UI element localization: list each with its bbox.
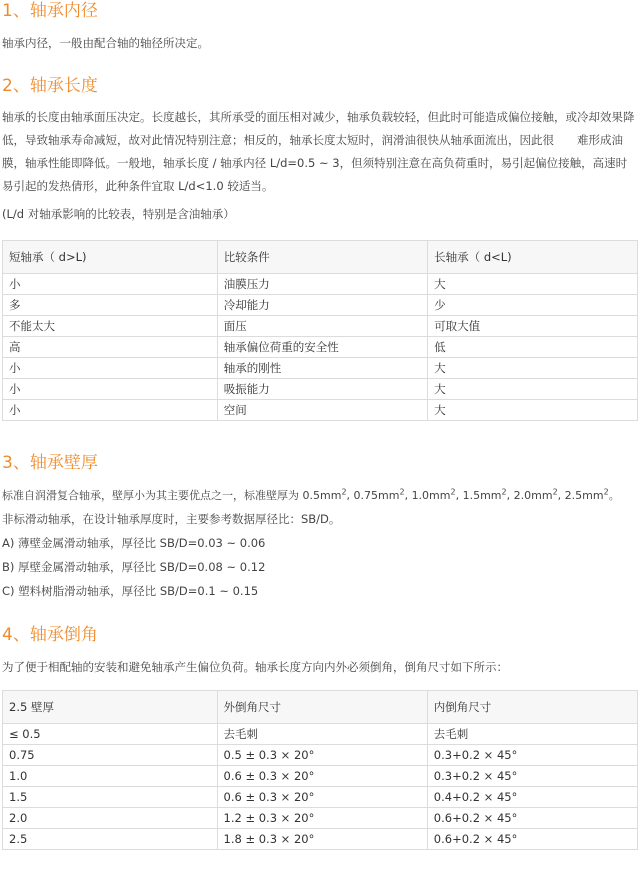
table-cell: 轴承的刚性	[217, 358, 427, 379]
table-cell: 小	[3, 274, 218, 295]
table-cell: 多	[3, 295, 218, 316]
table-cell: 0.6+0.2 × 45°	[427, 829, 637, 850]
table-cell: 少	[428, 295, 638, 316]
table-cell: 高	[3, 337, 218, 358]
table-cell: 大	[428, 358, 638, 379]
table-cell: 去毛刺	[217, 724, 427, 745]
thickness-value: $2.5mm^2$	[564, 487, 609, 502]
table-cell: 0.75	[3, 745, 218, 766]
thickness-value: $1.0mm^2$	[411, 487, 456, 502]
section-3-line-3: A) 薄壁金属滑动轴承，厚径比 SB/D=0.03 ~ 0.06	[2, 536, 266, 550]
section-2-title: 2、轴承长度	[2, 76, 98, 96]
line-1-prefix: 标准自润滑复合轴承，壁厚小为其主要优点之一，标准壁厚为	[2, 489, 303, 502]
line-1-suffix: 。	[608, 489, 620, 502]
table-cell: 小	[3, 358, 218, 379]
section-4-text: 为了便于相配轴的安装和避免轴承产生偏位负荷。轴承长度方向内外必须倒角，倒角尺寸如下所示：	[2, 660, 508, 674]
ld-table-header-cell: 长轴承（ d<L)	[428, 241, 638, 274]
table-cell: 0.3+0.2 × 45°	[427, 745, 637, 766]
table-row	[3, 787, 638, 808]
table-cell: 0.6 ± 0.3 × 20°	[217, 766, 427, 787]
table-cell: 大	[428, 379, 638, 400]
table-cell: 1.5	[3, 787, 218, 808]
table-cell: 小	[3, 379, 218, 400]
table-row	[3, 829, 638, 850]
section-3-line-2: 非标滑动轴承，在设计轴承厚度时，主要参考数据厚径比：SB/D。	[2, 512, 341, 526]
table-cell: 0.5 ± 0.3 × 20°	[217, 745, 427, 766]
table-row	[3, 724, 638, 745]
table-cell: 轴承偏位荷重的安全性	[217, 337, 427, 358]
table-cell: 0.3+0.2 × 45°	[427, 766, 637, 787]
thickness-value: $0.75mm^2$	[353, 487, 405, 502]
chamfer-table-header-cell: 2.5 壁厚	[3, 691, 218, 724]
table-row	[3, 379, 638, 400]
table-cell: 大	[428, 400, 638, 421]
thickness-value: $2.0mm^2$	[513, 487, 558, 502]
chamfer-table	[2, 690, 638, 850]
table-cell: ≤ 0.5	[3, 724, 218, 745]
table-cell: 小	[3, 400, 218, 421]
section-1-text: 轴承内径，一般由配合轴的轴径所决定。	[2, 36, 209, 50]
table-cell: 0.6 ± 0.3 × 20°	[217, 787, 427, 808]
section-3-line-4: B) 厚壁金属滑动轴承，厚径比 SB/D=0.08 ~ 0.12	[2, 560, 266, 574]
ld-comparison-table	[2, 240, 638, 421]
table-row	[3, 808, 638, 829]
thickness-values: $0.5mm^2$, $0.75mm^2$, $1.0mm^2$, $1.5mm^2$, $2.0mm^2$, $2.5mm^2$	[302, 487, 609, 502]
table-cell: 吸振能力	[217, 379, 427, 400]
table-row	[3, 400, 638, 421]
table-cell: 低	[428, 337, 638, 358]
ld-table-header-cell: 短轴承（ d>L)	[3, 241, 218, 274]
table-cell: 1.8 ± 0.3 × 20°	[217, 829, 427, 850]
table-row	[3, 274, 638, 295]
table-cell: 可取大值	[428, 316, 638, 337]
section-3-line-1	[2, 484, 638, 507]
table-cell: 2.5	[3, 829, 218, 850]
table-cell: 大	[428, 274, 638, 295]
ld-table-header-cell: 比较条件	[217, 241, 427, 274]
table-row	[3, 316, 638, 337]
section-3-line-5: C) 塑料树脂滑动轴承，厚径比 SB/D=0.1 ~ 0.15	[2, 584, 259, 598]
thickness-value: $0.5mm^2$	[302, 487, 347, 502]
table-cell: 空间	[217, 400, 427, 421]
table-cell: 1.0	[3, 766, 218, 787]
section-3-title: 3、轴承壁厚	[2, 453, 98, 473]
chamfer-table-header-cell: 内倒角尺寸	[427, 691, 637, 724]
table-cell: 面压	[217, 316, 427, 337]
table-cell: 1.2 ± 0.3 × 20°	[217, 808, 427, 829]
table-row	[3, 358, 638, 379]
thickness-value: $1.5mm^2$	[462, 487, 507, 502]
section-2-text: 轴承的长度由轴承面压决定。长度越长，其所承受的面压相对减少，轴承负载较轻，但此时可能造成偏位接触，或冷却效果降低，导致轴承寿命减短，故对此情况特别注意；相反的，轴承长度太短时，润滑油很快从轴承面流出，因此很 难形成油膜，轴承性能即降低。一般地，轴承长度 / 轴承内径 L/d=0.5 ~ 3，但须特别注意在高负荷重时，易引起偏位接触，高速时易引起的发热倩形，此种条件宜取 L/d<1.0 较适当。	[2, 110, 635, 193]
table-cell: 0.6+0.2 × 45°	[427, 808, 637, 829]
table-cell: 0.4+0.2 × 45°	[427, 787, 637, 808]
table-row	[3, 766, 638, 787]
chamfer-table-header-row	[3, 691, 638, 724]
section-2-note: (L/d 对轴承影响的比较表，特别是含油轴承）	[2, 207, 235, 221]
table-row	[3, 295, 638, 316]
section-4-title: 4、轴承倒角	[2, 625, 98, 645]
table-cell: 冷却能力	[217, 295, 427, 316]
section-1-title: 1、轴承内径	[2, 1, 98, 21]
table-cell: 不能太大	[3, 316, 218, 337]
table-cell: 2.0	[3, 808, 218, 829]
table-cell: 油膜压力	[217, 274, 427, 295]
table-cell: 去毛刺	[427, 724, 637, 745]
table-row	[3, 337, 638, 358]
ld-table-header-row	[3, 241, 638, 274]
chamfer-table-header-cell: 外倒角尺寸	[217, 691, 427, 724]
table-row	[3, 745, 638, 766]
